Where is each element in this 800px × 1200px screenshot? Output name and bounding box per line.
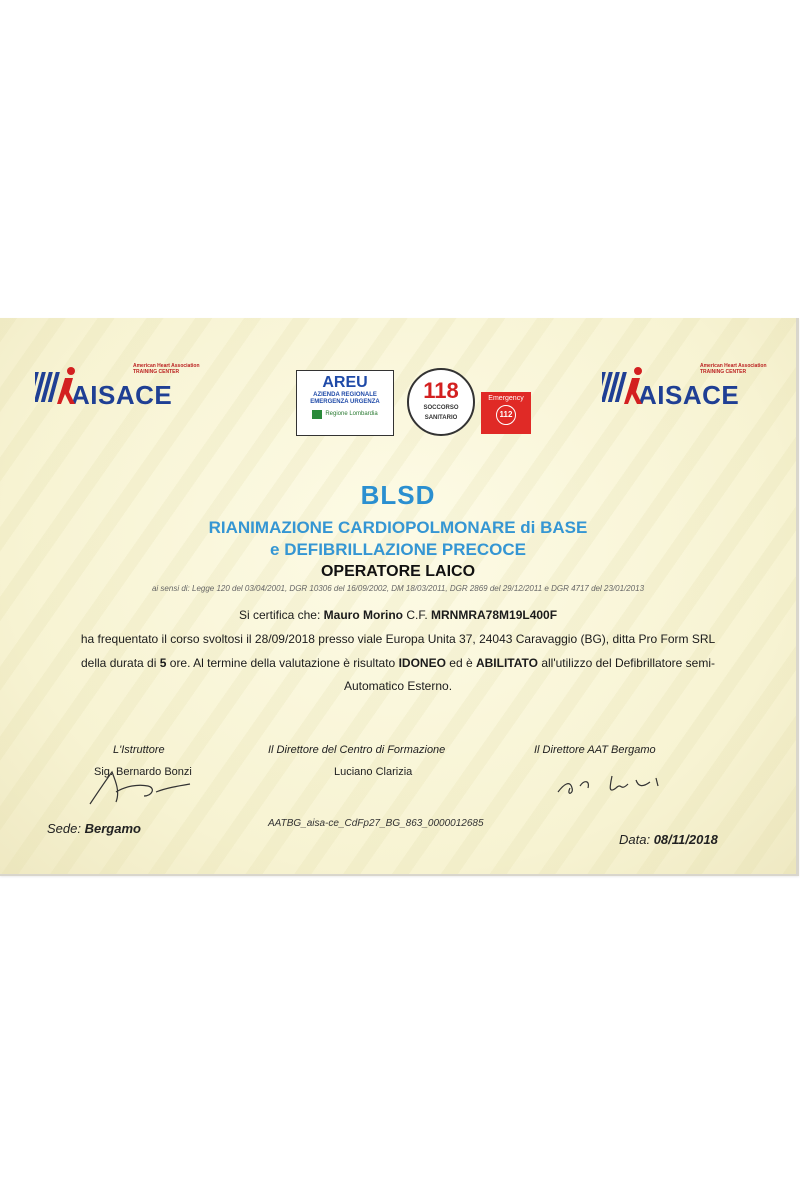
director-aat-signature — [556, 766, 666, 800]
result-text-c: ed è — [449, 656, 473, 670]
lombardia-flag-icon — [312, 410, 322, 419]
result-text-b: ore. Al termine della valutazione è risultato — [169, 656, 396, 670]
result-idoneo: IDONEO — [398, 656, 446, 670]
emergency-label: Emergency — [488, 395, 524, 402]
sede-value: Bergamo — [84, 821, 141, 836]
course-duration: 5 — [159, 656, 167, 670]
certify-prefix: Si certifica che: — [238, 608, 321, 622]
instructor-signature — [86, 762, 196, 808]
areu-line2: EMERGENZA URGENZA — [310, 398, 380, 405]
badge-line1: SOCCORSO — [423, 405, 459, 411]
regione-lombardia — [297, 410, 393, 419]
result-line — [0, 656, 796, 670]
director-center-name: Luciano Clarizia — [334, 766, 413, 778]
person-name: Mauro Morino — [323, 608, 403, 622]
certificate-title: BLSD — [360, 480, 436, 510]
sede — [47, 821, 141, 836]
director-aat-title: Il Direttore AAT Bergamo — [534, 744, 656, 756]
aisace-logo-left — [35, 363, 200, 410]
date-label: Data: — [619, 832, 651, 847]
badge-line2: SANITARIO — [424, 414, 458, 421]
aisace-runner-icon — [602, 364, 644, 408]
legal-reference: ai sensi di: Legge 120 del 03/04/2001, DGR 10306 del 16/09/2002, DM 18/03/2011, DGR 2869 del 29/12/2011 e DGR 4717 del 23/01/2013 — [151, 584, 645, 593]
certificate-role: OPERATORE LAICO — [320, 563, 476, 580]
certificate-subtitle-2: e DEFIBRILLAZIONE PRECOCE — [270, 540, 526, 559]
aha-training-text: American Heart Association TRAINING CENTER — [133, 363, 200, 375]
badge-number: 118 — [423, 378, 459, 403]
issue-date — [619, 832, 718, 847]
result-text-d: all'utilizzo del Defibrillatore semi- — [541, 656, 715, 670]
aha-training-text: American Heart Association TRAINING CENTER — [700, 363, 767, 375]
certify-line — [0, 608, 796, 622]
director-center-title: Il Direttore del Centro di Formazione — [268, 744, 446, 756]
sede-label: Sede: — [47, 821, 81, 836]
result-abilitato: ABILITATO — [475, 656, 538, 670]
soccorso-118-logo — [407, 368, 475, 436]
device-line: Automatico Esterno. — [343, 679, 453, 693]
result-text-a: della durata di — [81, 656, 157, 670]
certificate — [0, 318, 799, 876]
aisace-text: AISACE — [71, 380, 173, 410]
cf-label: C.F. — [406, 608, 428, 622]
areu-name: AREU — [322, 374, 368, 391]
certificate-subtitle-1: RIANIMAZIONE CARDIOPOLMONARE di BASE — [208, 518, 588, 537]
aisace-text: AISACE — [638, 380, 740, 410]
areu-logo — [296, 370, 394, 436]
regione-lombardia-label: Regione Lombardia — [325, 411, 378, 418]
cf-value: MRNMRA78M19L400F — [431, 608, 558, 622]
certificate-code: AATBG_aisa-ce_CdFp27_BG_863_0000012685 — [268, 818, 484, 829]
aisace-runner-icon — [35, 364, 77, 408]
emergency-112-logo — [481, 392, 531, 434]
course-line: ha frequentato il corso svoltosi il 28/09/2018 presso viale Europa Unita 37, 24043 Caravaggio (BG), ditta Pro Form SRL — [80, 632, 716, 646]
date-value: 08/11/2018 — [653, 832, 718, 847]
emergency-number: 112 — [496, 405, 516, 425]
areu-line1: AZIENDA REGIONALE — [313, 392, 377, 398]
instructor-title: L'Istruttore — [113, 744, 165, 756]
instructor-name: Sig. Bernardo Bonzi — [94, 766, 192, 778]
aisace-logo-right — [602, 363, 767, 410]
